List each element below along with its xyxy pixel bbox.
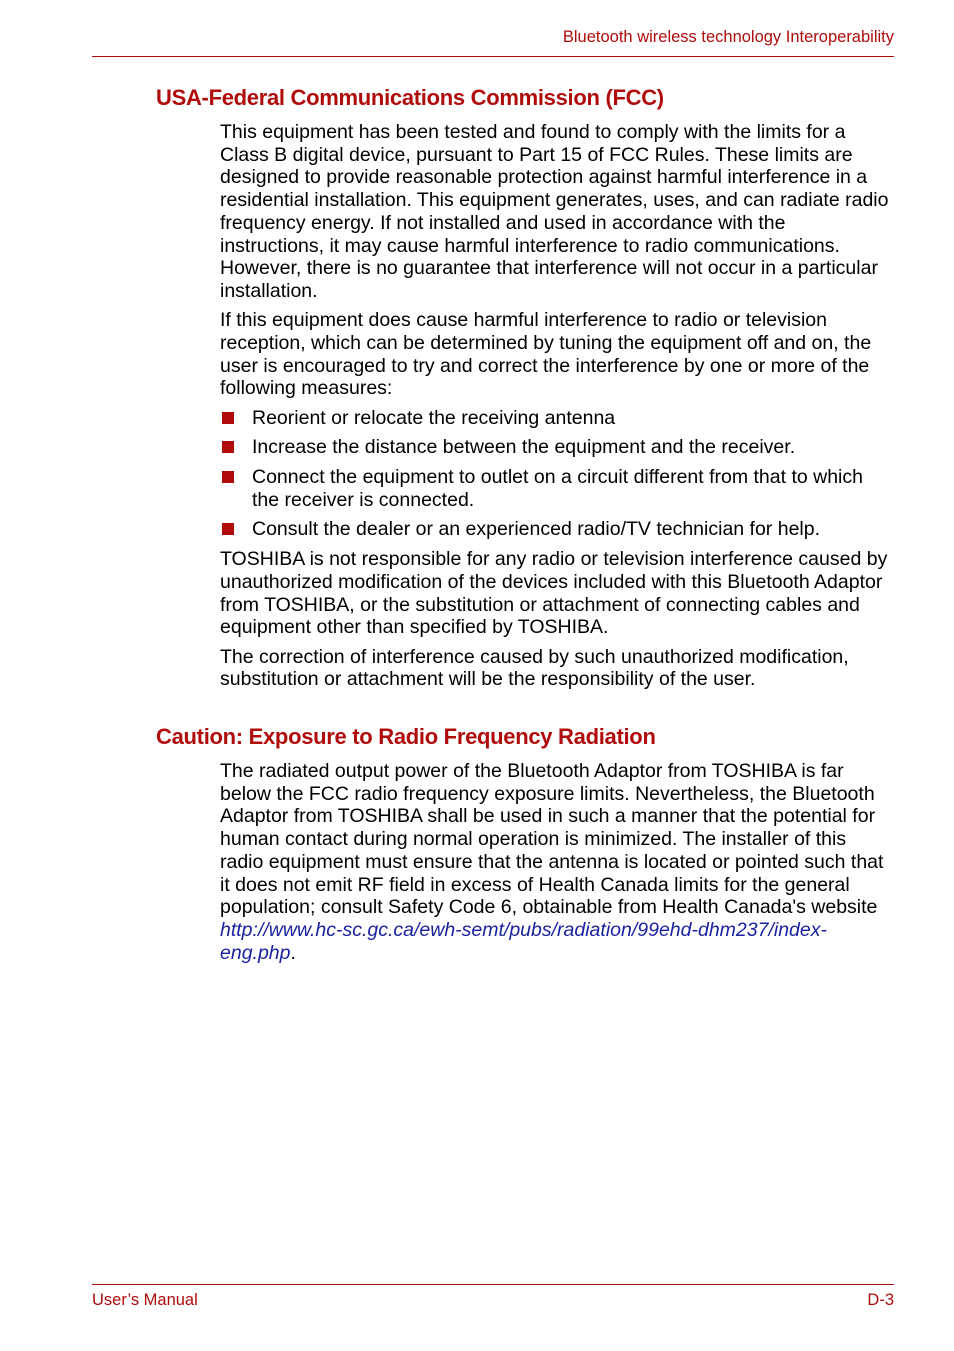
paragraph: The correction of interference caused by such unauthorized modification, substitution or attachment will be the responsibility of the user. xyxy=(220,645,849,691)
list-item xyxy=(220,407,894,430)
paragraph-text: The radiated output power of the Bluetooth Adaptor from TOSHIBA is far below the FCC radio frequency exposure limits. Nevertheless, the Bluetooth Adaptor from TOSHIBA shall be used in such a manner that the potential for human contact during normal operation is minimized. The installer of this radio equipment must ensure that the antenna is located or pointed such that it does not emit RF field in excess of Health Canada limits for the general population; consult Safety Code 6, obtainable from Health Canada's website xyxy=(220,760,884,919)
page-number: D-3 xyxy=(867,1291,894,1309)
section-body-rf-exposure xyxy=(220,760,894,971)
section-heading-fcc: USA-Federal Communications Commission (FCC) xyxy=(156,85,664,110)
square-bullet-icon xyxy=(222,441,234,453)
list-item-text: Reorient or relocate the receiving antenna xyxy=(252,406,616,429)
list-item xyxy=(220,466,894,511)
paragraph xyxy=(220,760,894,964)
header-rule xyxy=(92,56,894,57)
list-item-text: Connect the equipment to outlet on a circuit different from that to which the receiver is connected. xyxy=(252,466,863,511)
footer-manual-title: User’s Manual xyxy=(92,1291,198,1309)
paragraph: TOSHIBA is not responsible for any radio or television interference caused by unauthorized modification of the devices included with this Bluetooth Adaptor from TOSHIBA, or the substitution or attachment of connecting cables and equipment other than specified by TOSHIBA. xyxy=(220,548,888,639)
square-bullet-icon xyxy=(222,412,234,424)
measures-list xyxy=(220,407,894,542)
paragraph-end: . xyxy=(290,941,296,964)
paragraph: This equipment has been tested and found to comply with the limits for a Class B digital device, pursuant to Part 15 of FCC Rules. These limits are designed to provide reasonable protection against harmful interference in a residential installation. This equipment generates, uses, and can radiate radio frequency energy. If not installed and used in accordance with the instructions, it may cause harmful interference to radio communications. However, there is no guarantee that interference will not occur in a particular installation. xyxy=(220,121,889,302)
square-bullet-icon xyxy=(222,523,234,535)
footer-rule xyxy=(92,1284,894,1285)
section-heading-rf-exposure: Caution: Exposure to Radio Frequency Radiation xyxy=(156,724,656,749)
list-item-text: Increase the distance between the equipment and the receiver. xyxy=(252,436,796,459)
paragraph: If this equipment does cause harmful interference to radio or television reception, which can be determined by tuning the equipment off and on, the user is encouraged to try and correct the interference by one or more of the following measures: xyxy=(220,309,872,400)
running-header: Bluetooth wireless technology Interoperability xyxy=(562,28,894,46)
health-canada-link[interactable]: http://www.hc-sc.gc.ca/ewh-semt/pubs/radiation/99ehd-dhm237/index-eng.php xyxy=(220,918,827,964)
list-item xyxy=(220,518,894,541)
list-item xyxy=(220,436,894,459)
square-bullet-icon xyxy=(222,471,234,483)
section-body-fcc xyxy=(220,121,894,698)
list-item-text: Consult the dealer or an experienced radio/TV technician for help. xyxy=(252,518,821,541)
